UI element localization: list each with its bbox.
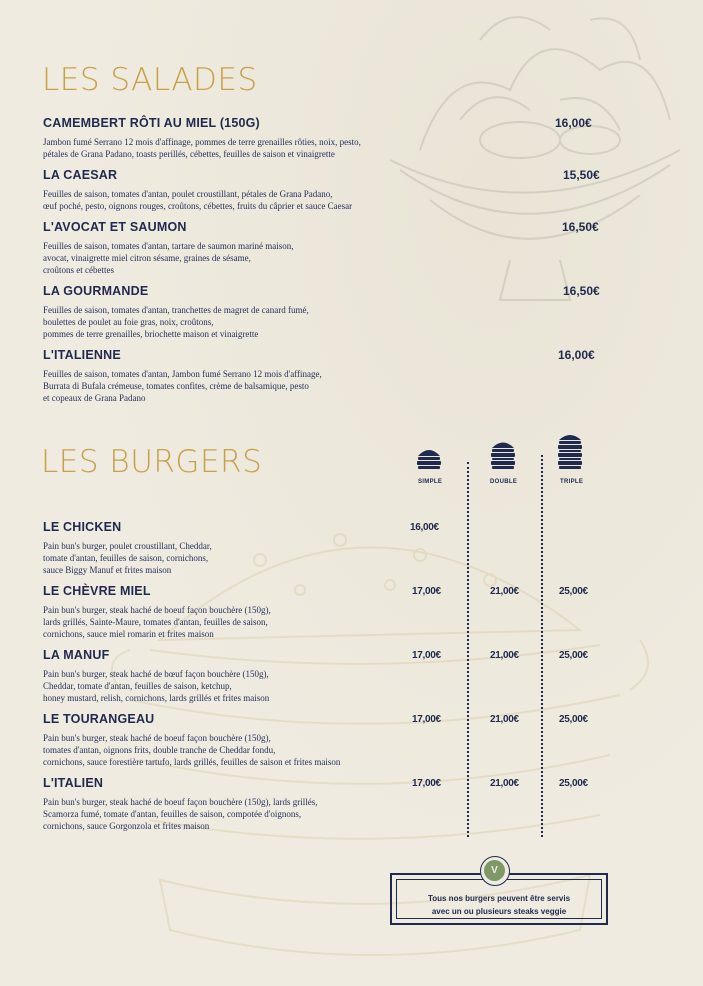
dish-description: Feuilles de saison, tomates d'antan, tranchettes de magret de canard fumé, boulettes de poulet au foie gras, noix, croûtons, pommes de terre grenailles, briochette maison et vinaigrette bbox=[43, 305, 309, 339]
dish-price: 16,00€ bbox=[558, 348, 595, 362]
dish-description: Pain bun's burger, steak haché de boeuf façon bouchère (150g), tomates d'antan, oignons frits, double tranche de Cheddar fondu, cornichons, sauce forestière tartufo, lards grillés, feuilles de saison et frites maison bbox=[43, 733, 341, 767]
burgers-title: LES BURGERS bbox=[41, 444, 263, 480]
salad-bowl-sketch-icon bbox=[360, 0, 703, 330]
price-triple: 25,00€ bbox=[559, 650, 588, 661]
dish-price: 16,00€ bbox=[555, 116, 592, 130]
dish-description: Pain bun's burger, steak haché de bœuf façon bouchère (150g), Cheddar, tomate d'antan, feuilles de saison, ketchup, honey mustard, relish, cornichons, lards grillés et frites maison bbox=[43, 669, 270, 703]
dish-name: LA CAESAR bbox=[43, 168, 118, 182]
price-simple: 17,00€ bbox=[412, 778, 441, 789]
dish-name: LE CHICKEN bbox=[43, 520, 122, 534]
price-triple: 25,00€ bbox=[559, 778, 588, 789]
dish-name: LA MANUF bbox=[43, 648, 110, 662]
column-divider bbox=[467, 462, 469, 837]
column-label-triple: TRIPLE bbox=[560, 479, 584, 485]
veggie-badge-icon: V bbox=[480, 856, 510, 886]
dish-description: Feuilles de saison, tomates d'antan, Jambon fumé Serrano 12 mois d'affinage, Burrata di Bufala crémeuse, tomates confites, crème de balsamique, pesto et copeaux de Grana Padano bbox=[43, 369, 322, 403]
column-label-double: DOUBLE bbox=[490, 479, 518, 485]
double-burger-icon bbox=[490, 439, 516, 470]
dish-name: LE CHÈVRE MIEL bbox=[43, 584, 151, 598]
dish-name: L'ITALIEN bbox=[43, 776, 104, 790]
single-burger-icon bbox=[416, 446, 442, 470]
price-simple: 17,00€ bbox=[412, 714, 441, 725]
column-label-simple: SIMPLE bbox=[418, 479, 443, 485]
column-divider bbox=[541, 455, 543, 837]
salades-title: LES SALADES bbox=[42, 62, 258, 98]
price-double: 21,00€ bbox=[490, 778, 519, 789]
price-triple: 25,00€ bbox=[559, 714, 588, 725]
price-simple: 17,00€ bbox=[412, 586, 441, 597]
dish-description: Feuilles de saison, tomates d'antan, poulet croustillant, pétales de Grana Padano, œuf poché, pesto, oignons rouges, croûtons, cébettes, fruits du câprier et sauce Caesar bbox=[43, 189, 353, 211]
dish-name: L'ITALIENNE bbox=[43, 348, 121, 362]
price-simple: 16,00€ bbox=[410, 522, 439, 533]
dish-name: LA GOURMANDE bbox=[43, 284, 149, 298]
price-double: 21,00€ bbox=[490, 714, 519, 725]
price-double: 21,00€ bbox=[490, 650, 519, 661]
price-triple: 25,00€ bbox=[559, 586, 588, 597]
dish-description: Jambon fumé Serrano 12 mois d'affinage, pommes de terre grenailles rôties, noix, pesto, pétales de Grana Padano, toasts perillés, cébettes, feuilles de saison et vinaigrette bbox=[43, 137, 361, 159]
dish-name: L'AVOCAT ET SAUMON bbox=[43, 220, 187, 234]
dish-description: Pain bun's burger, poulet croustillant, Cheddar, tomate d'antan, feuilles de saison, cornichons, sauce Biggy Manuf et frites maison bbox=[43, 541, 212, 575]
dish-description: Feuilles de saison, tomates d'antan, tartare de saumon mariné maison, avocat, vinaigrette miel citron sésame, graines de sésame, croûtons et cébettes bbox=[43, 241, 294, 275]
price-simple: 17,00€ bbox=[412, 650, 441, 661]
veggie-notice-text: Tous nos burgers peuvent être servis avec un ou plusieurs steaks veggie bbox=[427, 894, 571, 916]
dish-price: 15,50€ bbox=[563, 168, 600, 182]
triple-burger-icon bbox=[557, 432, 583, 470]
dish-price: 16,50€ bbox=[563, 284, 600, 298]
dish-description: Pain bun's burger, steak haché de boeuf façon bouchère (150g), lards grillés, Scamorza fumé, tomate d'antan, feuilles de saison, compotée d'oignons, cornichons, sauce Gorgonzola et frites maison bbox=[43, 797, 318, 831]
dish-description: Pain bun's burger, steak haché de boeuf façon bouchère (150g), lards grillés, Sainte-Maure, tomates d'antan, feuilles de saison, cornichons, sauce miel romarin et frites maison bbox=[43, 605, 271, 639]
price-double: 21,00€ bbox=[490, 586, 519, 597]
dish-name: LE TOURANGEAU bbox=[43, 712, 155, 726]
dish-price: 16,50€ bbox=[562, 220, 599, 234]
dish-name: CAMEMBERT RÔTI AU MIEL (150G) bbox=[43, 116, 260, 130]
